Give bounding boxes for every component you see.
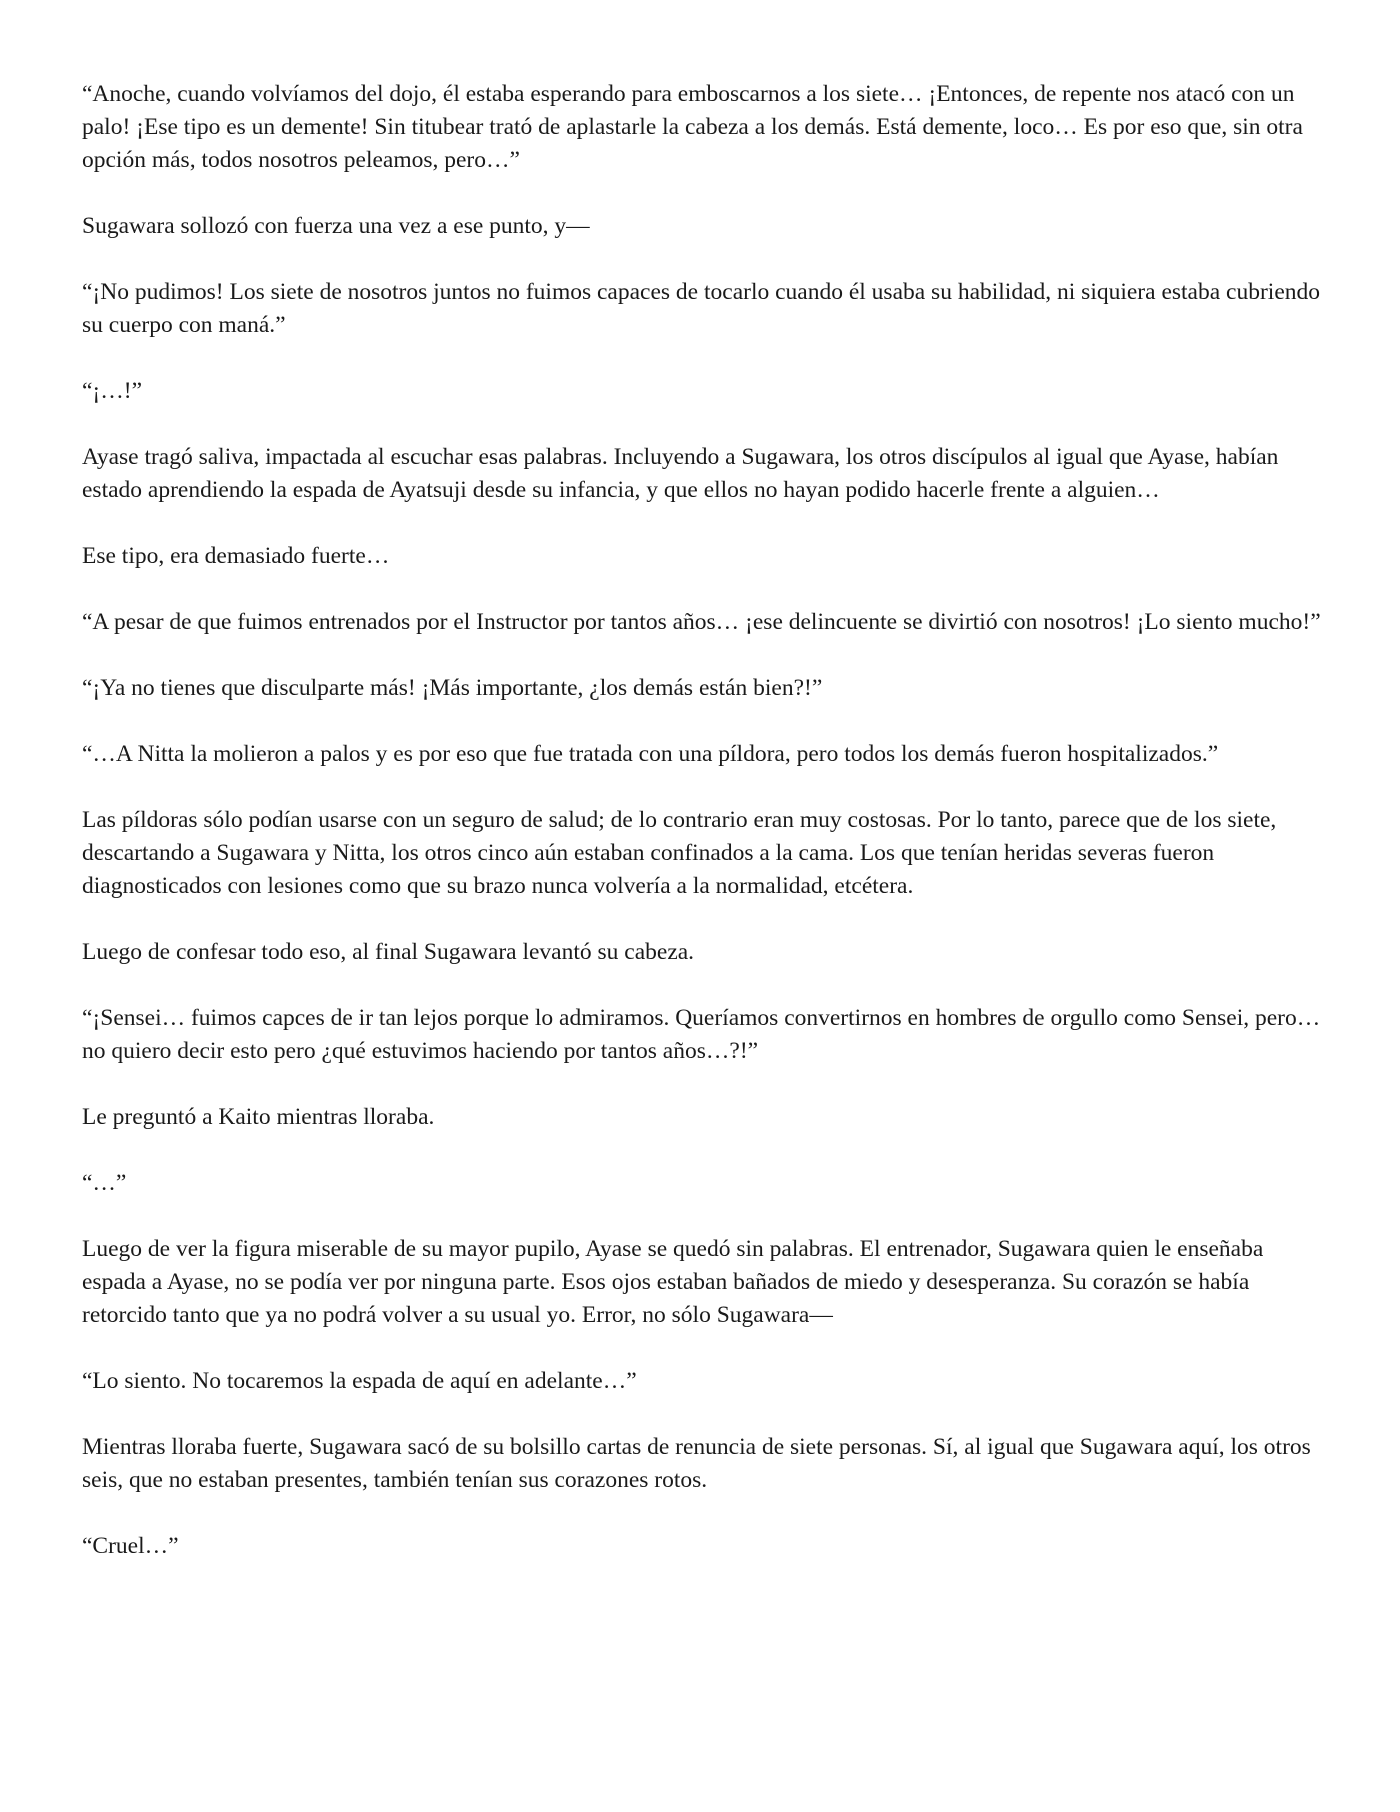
paragraph: Luego de confesar todo eso, al final Sugawara levantó su cabeza. <box>82 939 695 965</box>
paragraph: Sugawara sollozó con fuerza una vez a ese punto, y— <box>82 213 590 239</box>
paragraph: Luego de ver la figura miserable de su mayor pupilo, Ayase se quedó sin palabras. El entrenador, Sugawara quien le enseñaba espada a Ayase, no se podía ver por ninguna parte. Esos ojos estaban bañados de miedo y desesperanza. Su corazón se había retorcido tanto que ya no podrá volver a su usual yo. Error, no sólo Sugawara— <box>82 1236 1264 1328</box>
paragraph: Le preguntó a Kaito mientras lloraba. <box>82 1104 435 1130</box>
paragraph: “¡Ya no tienes que disculparte más! ¡Más importante, ¿los demás están bien?!” <box>82 675 823 701</box>
paragraph: “¡Sensei… fuimos capces de ir tan lejos porque lo admiramos. Queríamos convertirnos en hombres de orgullo como Sensei, pero… no quiero decir esto pero ¿qué estuvimos haciendo por tantos años…?!” <box>82 1005 1321 1064</box>
paragraph: “¡…!” <box>82 378 143 404</box>
paragraph: “A pesar de que fuimos entrenados por el Instructor por tantos años… ¡ese delincuente se divirtió con nosotros! ¡Lo siento mucho!” <box>82 609 1321 635</box>
paragraph: “…A Nitta la molieron a palos y es por eso que fue tratada con una píldora, pero todos los demás fueron hospitalizados.” <box>82 741 1219 767</box>
paragraph: “Cruel…” <box>82 1533 179 1559</box>
paragraph: Mientras lloraba fuerte, Sugawara sacó de su bolsillo cartas de renuncia de siete personas. Sí, al igual que Sugawara aquí, los otros seis, que no estaban presentes, también tenían sus corazones rotos. <box>82 1434 1311 1493</box>
paragraph: “Anoche, cuando volvíamos del dojo, él estaba esperando para emboscarnos a los siete… ¡Entonces, de repente nos atacó con un palo! ¡Ese tipo es un demente! Sin titubear trató de aplastarle la cabeza a los demás. Está demente, loco… Es por eso que, sin otra opción más, todos nosotros peleamos, pero…” <box>82 81 1303 173</box>
paragraph: Ayase tragó saliva, impactada al escuchar esas palabras. Incluyendo a Sugawara, los otros discípulos al igual que Ayase, habían estado aprendiendo la espada de Ayatsuji desde su infancia, y que ellos no hayan podido hacerle frente a alguien… <box>82 444 1279 503</box>
paragraph: “¡No pudimos! Los siete de nosotros juntos no fuimos capaces de tocarlo cuando él usaba su habilidad, ni siquiera estaba cubriendo su cuerpo con maná.” <box>82 279 1320 338</box>
paragraph: Las píldoras sólo podían usarse con un seguro de salud; de lo contrario eran muy costosas. Por lo tanto, parece que de los siete, descartando a Sugawara y Nitta, los otros cinco aún estaban confinados a la cama. Los que tenían heridas severas fueron diagnosticados con lesiones como que su brazo nunca volvería a la normalidad, etcétera. <box>82 807 1277 899</box>
paragraph: “Lo siento. No tocaremos la espada de aquí en adelante…” <box>82 1368 637 1394</box>
paragraph: Ese tipo, era demasiado fuerte… <box>82 543 390 569</box>
document-page <box>82 78 1322 1596</box>
paragraph: “…” <box>82 1170 127 1196</box>
